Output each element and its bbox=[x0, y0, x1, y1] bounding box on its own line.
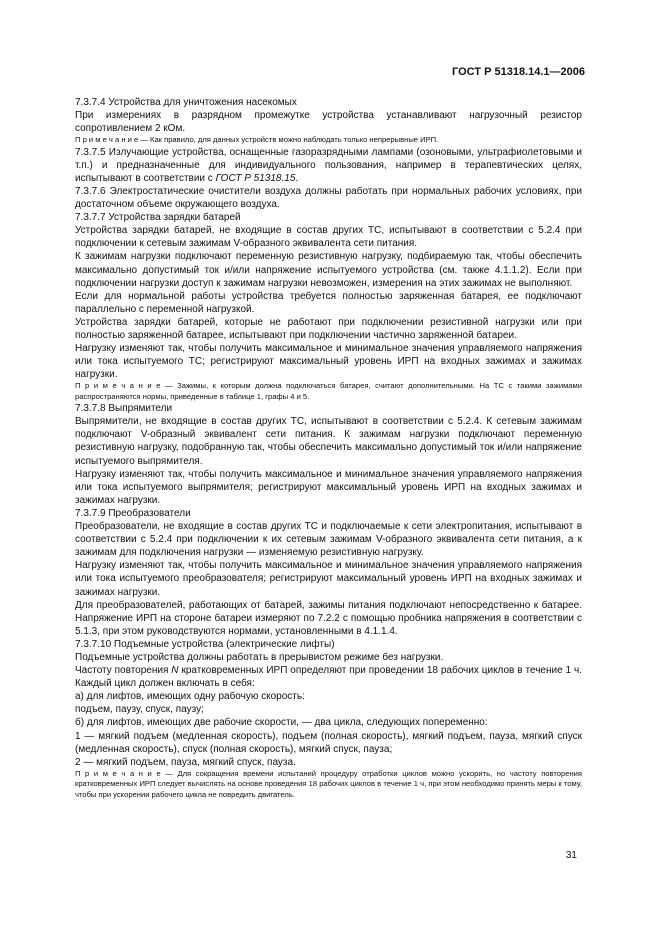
paragraph: Выпрямители, не входящие в состав других ТС, испытывают в соответствии с 5.2.4. К сетевым зажимам подключают V-образный эквивалент сети питания. К зажимам нагрузки подключают переменную резистивную нагрузку, подобранную так, чтобы обеспечить максимально допустимый ток и/или напряжение испытуемого выпрямителя. bbox=[75, 416, 582, 467]
paragraph: 7.3.7.6 Электростатические очистители воздуха должны работать при нормальных рабочих условиях, при достаточном объеме окружающего воздуха. bbox=[75, 185, 582, 211]
list-item: 2 — мягкий подъем, пауза, мягкий спуск, пауза. bbox=[75, 756, 296, 768]
list-item: а) для лифтов, имеющих одну рабочую скорость: bbox=[75, 691, 305, 703]
paragraph: К зажимам нагрузки подключают переменную резистивную нагрузку, подбираемую так, чтобы обеспечить максимально допустимый ток и/или напряжение испытуемого устройства (см. также 4.1.1.2). Если при подключении нагрузки доступ к зажимам нагрузки невозможен, измерения на этих зажимах не выполняют. bbox=[75, 251, 582, 289]
note: П р и м е ч а н и е — Как правило, для данных устройств можно наблюдать только непрерывные ИРП. bbox=[75, 135, 439, 145]
document-body bbox=[75, 96, 582, 800]
section-heading: 7.3.7.10 Подъемные устройства (электрические лифты) bbox=[75, 638, 335, 650]
section-heading: 7.3.7.7 Устройства зарядки батарей bbox=[75, 212, 241, 224]
paragraph: Нагрузку изменяют так, чтобы получить максимальное и минимальное значения управляемого напряжения или тока испытуемого ТС; регистрируют максимальный уровень ИРП на входных зажимах и зажимах нагрузки. bbox=[75, 343, 582, 381]
list-item: подъем, паузу, спуск, паузу; bbox=[75, 704, 204, 716]
paragraph: Преобразователи, не входящие в состав других ТС и подключаемые к сети электропитания, испытывают в соответствии с 5.2.4 при подключении к их сетевым зажимам V-образного эквивалента сети питания, а к зажимам для подключения нагрузки — изменяемую резистивную нагрузку. bbox=[75, 521, 582, 559]
paragraph: Нагрузку изменяют так, чтобы получить максимальное и минимальное значения управляемого напряжения или тока испытуемого преобразователя; регистрируют максимальный уровень ИРП на входных зажимах и зажимах нагрузки. bbox=[75, 560, 582, 598]
paragraph: Если для нормальной работы устройства требуется полностью заряженная батарея, ее подключают параллельно с переменной нагрузкой. bbox=[75, 290, 582, 315]
paragraph: Устройства зарядки батарей, не входящие в состав других ТС, испытывают в соответствии с 5.2.4 при подключении к сетевым зажимам V-образного эквивалента сети питания. bbox=[75, 225, 582, 250]
page-number: 31 bbox=[565, 850, 577, 861]
list-item: 1 — мягкий подъем (медленная скорость), подъем (полная скорость), мягкий подъем, пауза, мягкий спуск (медленная скорость), спуск (полная скорость), мягкий спуск, пауза; bbox=[75, 730, 582, 755]
paragraph: Частоту повторения N кратковременных ИРП определяют при проведении 18 рабочих циклов в течение 1 ч. Каждый цикл должен включать в себя: bbox=[75, 665, 583, 690]
section-heading: 7.3.7.9 Преобразователи bbox=[75, 507, 191, 519]
paragraph: Для преобразователей, работающих от батарей, зажимы питания подключают непосредственно к батарее. Напряжение ИРП на стороне батареи измеряют по 7.2.2 с помощью пробника напряжения в соответствии с 5.1.3, при этом руководствуются нормами, установленными в 4.1.1.4. bbox=[75, 599, 582, 637]
paragraph: При измерениях в разрядном промежутке устройства устанавливают нагрузочный резистор сопротивлением 2 кОм. bbox=[75, 110, 582, 135]
section-heading: 7.3.7.8 Выпрямители bbox=[75, 403, 173, 415]
section-heading: 7.3.7.4 Устройства для уничтожения насекомых bbox=[75, 97, 297, 108]
list-item: б) для лифтов, имеющих две рабочие скорости, — два цикла, следующих попеременно: bbox=[75, 717, 488, 729]
paragraph: Нагрузку изменяют так, чтобы получить максимальное и минимальное значения управляемого напряжения или тока испытуемого выпрямителя; регистрируют максимальный уровень ИРП на входных зажимах и зажимах нагрузки. bbox=[75, 468, 582, 506]
note: П р и м е ч а н и е — Зажимы, к которым должна подключаться батарея, считают дополнительными. На ТС с такими зажимами распространяются нормы, приведенные в таблице 1, графы 4 и 5. bbox=[75, 381, 582, 401]
paragraph: Устройства зарядки батарей, которые не работают при подключении резистивной нагрузки или при полностью заряженной батарее, испытывают при подключении частично заряженной батареи. bbox=[75, 316, 582, 341]
document-header: ГОСТ Р 51318.14.1—2006 bbox=[451, 66, 585, 78]
note: П р и м е ч а н и е — Для сокращения времени испытаний процедуру отработки циклов можно ускорить, но частоту повторения кратковременных ИРП следует вычислять на основе проведения 18 рабочих циклов в течение 1 ч, при этом необходимо принять меры к тому, чтобы при ускорении рабочего цикла не повредить двигатель. bbox=[75, 768, 583, 799]
paragraph: Подъемные устройства должны работать в прерывистом режиме без нагрузки. bbox=[75, 651, 444, 663]
paragraph: 7.3.7.5 Излучающие устройства, оснащенные газоразрядными лампами (озоновыми, ультрафиолетовыми и т.п.) и предназначенные для индивидуального пользования, например в терапевтических целях, испытывают в соответствии с ГОСТ Р 51318.15. bbox=[75, 146, 582, 184]
